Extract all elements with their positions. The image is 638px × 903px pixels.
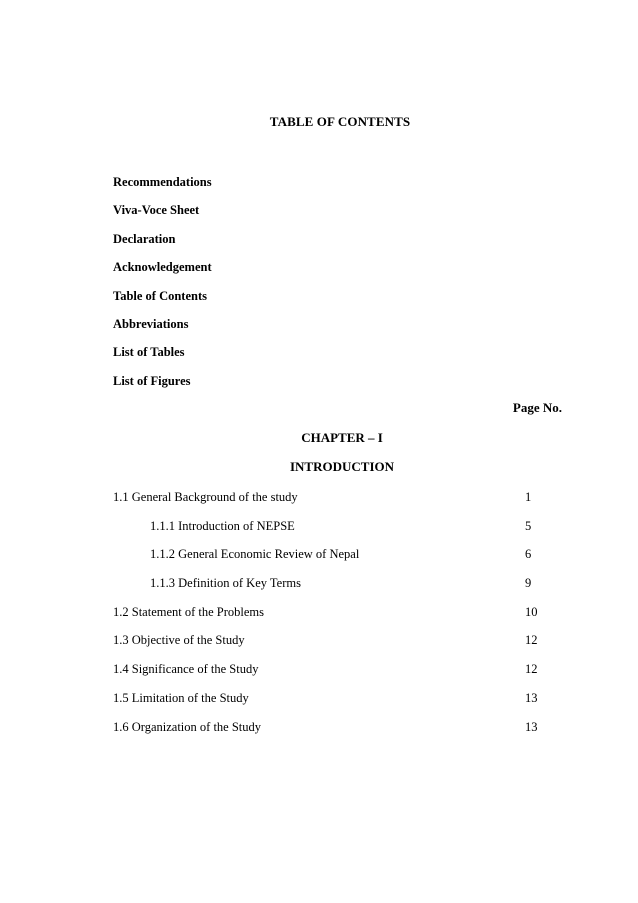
toc-entry-page: 9 [525,576,532,591]
toc-entries [113,488,543,746]
toc-entry-page: 5 [525,518,532,533]
toc-entry [113,517,543,546]
toc-entry [113,574,543,603]
toc-entry [113,660,543,689]
front-matter-item: List of Tables [113,345,185,360]
toc-entry-page: 13 [525,690,538,705]
front-matter-item: Abbreviations [113,316,189,331]
page-number-header: Page No. [512,400,562,415]
front-matter-item: Acknowledgement [113,260,212,275]
toc-entry [113,631,543,660]
toc-entry [113,488,543,517]
chapter-name: INTRODUCTION [289,459,394,474]
toc-entry-page: 10 [525,604,538,619]
toc-entry [113,689,543,718]
toc-entry-text: 1.4 Significance of the Study [113,662,259,677]
front-matter-item: Table of Contents [113,288,207,303]
toc-entry-page: 1 [525,490,532,504]
toc-entry-text: 1.6 Organization of the Study [113,719,262,734]
toc-entry-text: 1.1.3 Definition of Key Terms [150,576,301,591]
toc-entry [113,603,543,632]
chapter-number: CHAPTER – I [301,430,383,445]
toc-entry-page: 12 [525,662,538,677]
toc-entry-page: 6 [525,547,532,562]
toc-entry-text: 1.1.2 General Economic Review of Nepal [150,547,360,562]
front-matter-item: Recommendations [113,175,212,189]
toc-entry-page: 12 [525,633,538,648]
toc-entry-text: 1.3 Objective of the Study [113,633,245,648]
front-matter-item: Declaration [113,231,176,246]
toc-entry [113,718,543,747]
toc-entry-text: 1.5 Limitation of the Study [113,690,249,705]
page-title: TABLE OF CONTENTS [269,114,411,129]
toc-entry-text: 1.1 General Background of the study [113,490,298,504]
front-matter-item: List of Figures [113,373,191,388]
toc-entry-page: 13 [525,719,538,734]
toc-entry [113,545,543,574]
toc-entry-text: 1.1.1 Introduction of NEPSE [150,518,295,533]
front-matter-list [113,173,212,400]
front-matter-item: Viva-Voce Sheet [113,203,200,218]
toc-entry-text: 1.2 Statement of the Problems [113,604,265,619]
